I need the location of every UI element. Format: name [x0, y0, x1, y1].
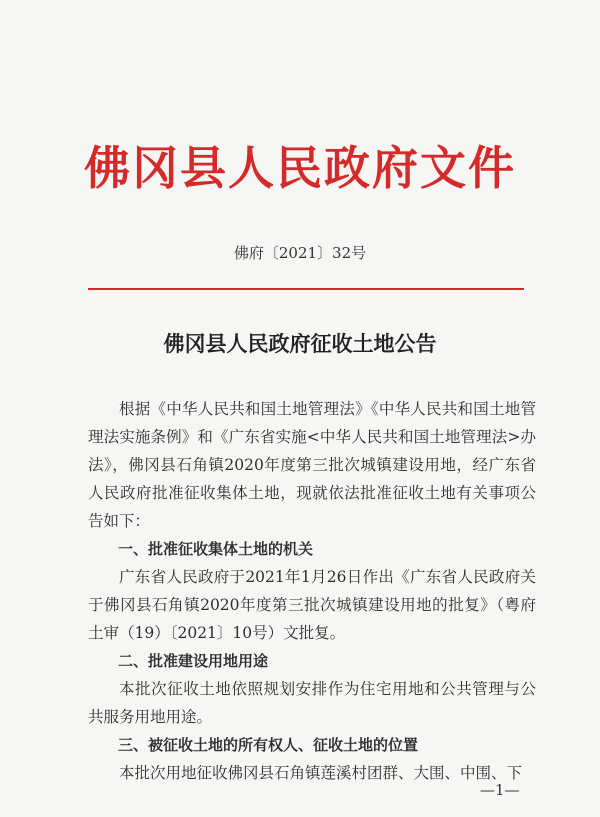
section-heading: 一、批准征收集体土地的机关	[118, 540, 314, 558]
intro-paragraph: 根据《中华人民共和国土地管理法》《中华人民共和国土地管理法实施条例》和《广东省实施<中华人民共和国土地管理法>办法》，佛冈县石角镇2020年度第三批次城镇建设用地，经广东省人民政府批准征收集体土地，现就依法批准征收土地有关事项公告如下：	[88, 400, 536, 530]
section-paragraph: 本批次征收土地依照规划安排作为住宅用地和公共管理与公共服务用地用途。	[88, 680, 536, 726]
issuer-title: 佛冈县人民政府文件	[84, 141, 516, 195]
red-divider	[88, 288, 524, 290]
notice-body	[88, 395, 536, 787]
notice-title: 佛冈县人民政府征收土地公告	[163, 331, 437, 356]
document-number: 佛府〔2021〕32号	[233, 244, 367, 262]
section-heading: 二、批准建设用地用途	[118, 652, 269, 670]
section-paragraph: 广东省人民政府于2021年1月26日作出《广东省人民政府关于佛冈县石角镇2020年度第三批次城镇建设用地的批复》（粤府土审（19）〔2021〕10号）文批复。	[88, 568, 536, 642]
section-heading: 三、被征收土地的所有权人、征收土地的位置	[118, 736, 419, 754]
page-number: —1—	[480, 781, 520, 799]
section-paragraph: 本批次用地征收佛冈县石角镇莲溪村团群、大围、中围、下	[119, 764, 523, 782]
